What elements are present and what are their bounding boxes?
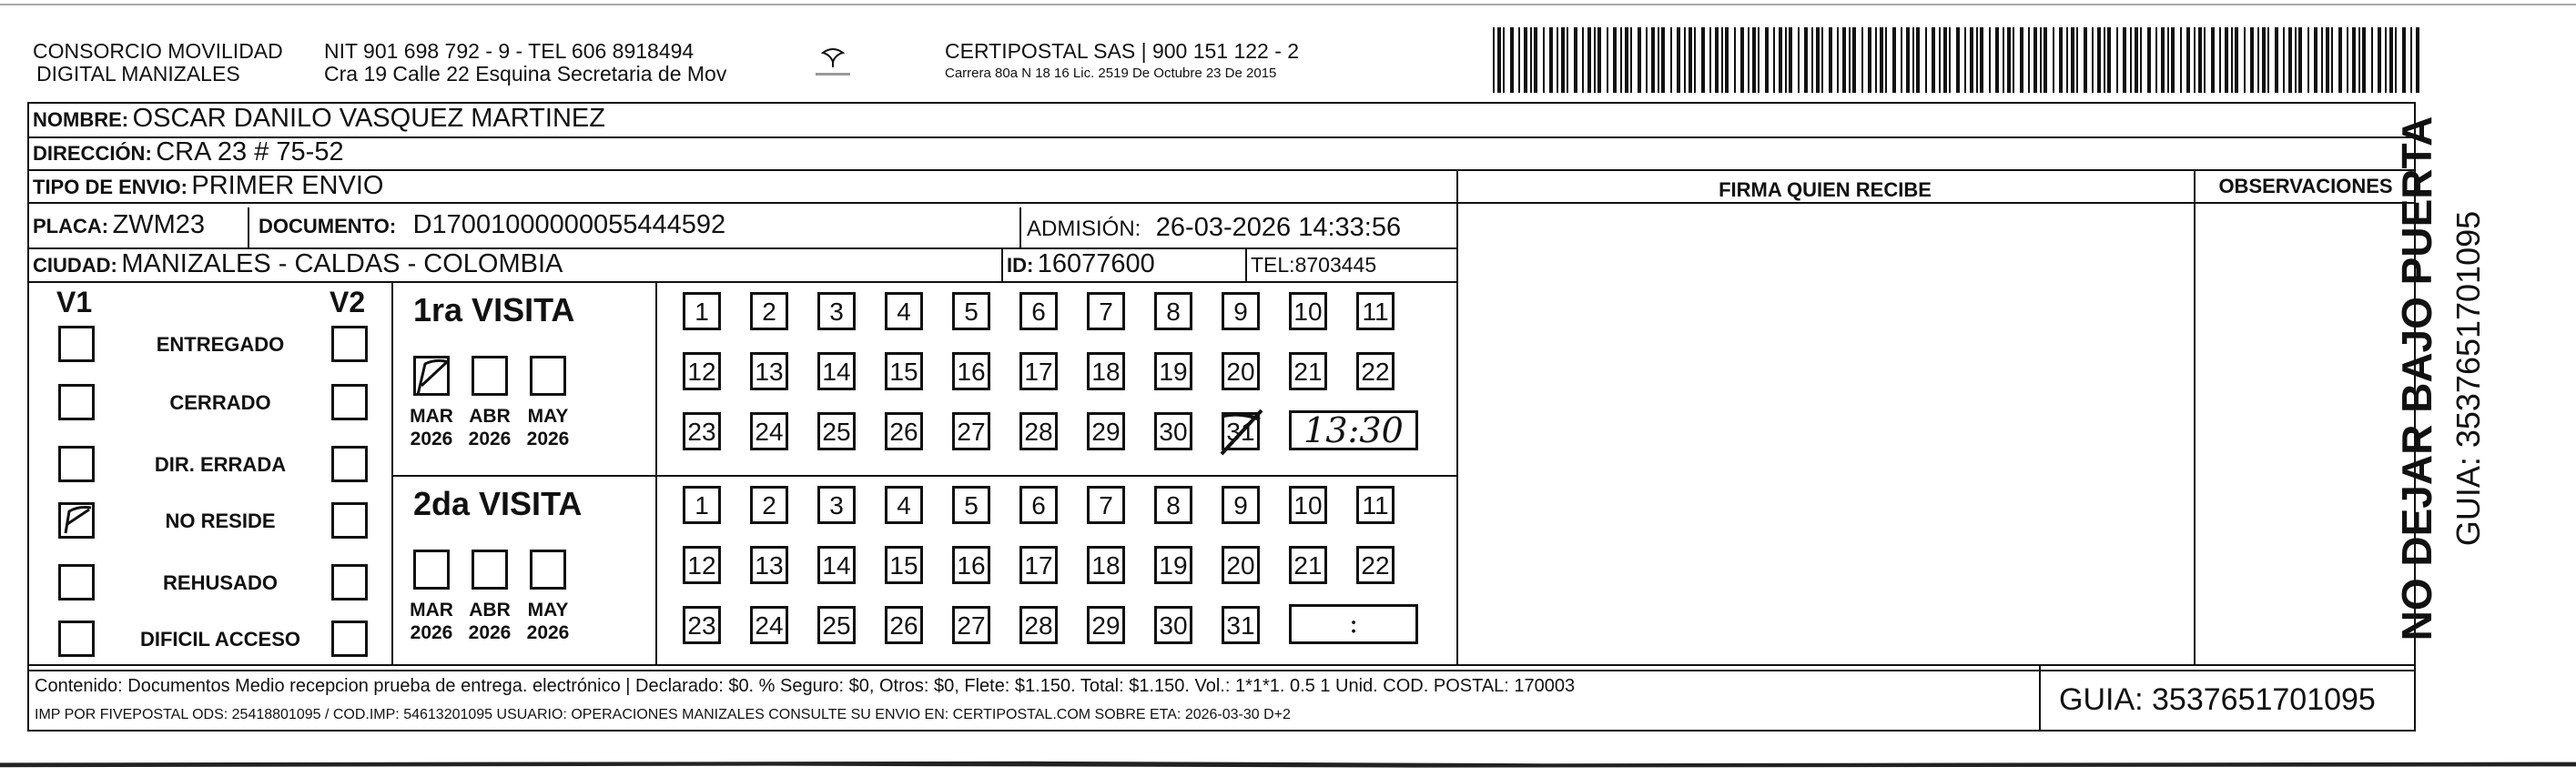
direccion-label: DIRECCIÓN:	[33, 142, 152, 165]
month-name: MAY	[527, 600, 569, 621]
day-box[interactable]: 5	[952, 292, 990, 330]
day-box[interactable]: 21	[1289, 352, 1327, 390]
id-label: ID:	[1007, 254, 1034, 277]
day-box[interactable]: 27	[952, 606, 990, 644]
month-year: 2026	[526, 429, 570, 449]
month-checkbox[interactable]	[472, 356, 508, 396]
day-box[interactable]: 2	[750, 486, 788, 524]
status-label: DIR. ERRADA	[154, 453, 287, 476]
ciudad-cell	[33, 251, 563, 278]
day-box[interactable]: 1	[683, 486, 721, 524]
month-checkbox[interactable]	[413, 356, 450, 396]
month-year: 2026	[526, 622, 570, 643]
v1-checkbox[interactable]	[58, 446, 95, 482]
direccion-row	[33, 139, 344, 166]
month-name: MAR	[410, 406, 453, 427]
v2-checkbox[interactable]	[331, 384, 368, 420]
tel-cell	[1251, 255, 1376, 276]
day-box[interactable]: 16	[952, 546, 990, 584]
admision-label: ADMISIÓN:	[1027, 217, 1141, 241]
month-name: MAY	[527, 406, 569, 427]
day-box[interactable]: 4	[885, 486, 923, 524]
status-label: ENTREGADO	[156, 333, 285, 356]
admision-value: 26-03-2026 14:33:56	[1155, 213, 1402, 242]
month-label	[461, 599, 519, 644]
nombre-label: NOMBRE:	[33, 108, 129, 131]
month-year: 2026	[468, 429, 512, 449]
day-box[interactable]: 12	[683, 546, 721, 584]
day-box[interactable]: 31	[1222, 412, 1260, 450]
day-box[interactable]: 7	[1087, 486, 1125, 524]
day-box[interactable]: 29	[1087, 412, 1125, 450]
ciudad-label: CIUDAD:	[33, 254, 117, 277]
month-year: 2026	[468, 622, 512, 643]
status-label: DIFICIL ACCESO	[139, 628, 300, 651]
month-label	[402, 405, 461, 450]
v1-checkbox[interactable]	[58, 384, 95, 420]
day-box[interactable]: 4	[885, 292, 923, 330]
day-box[interactable]: 19	[1154, 546, 1192, 584]
day-box[interactable]: 30	[1154, 412, 1192, 450]
day-box[interactable]: 1	[683, 292, 721, 330]
company-line-1: CONSORCIO MOVILIDAD	[33, 39, 283, 63]
month-label	[461, 405, 519, 450]
day-box[interactable]: 19	[1154, 352, 1192, 390]
day-box[interactable]: 3	[817, 292, 856, 330]
day-box[interactable]: 24	[750, 412, 788, 450]
month-name: ABR	[469, 600, 511, 621]
day-box[interactable]: 10	[1289, 292, 1327, 330]
v1-checkbox[interactable]	[58, 621, 95, 657]
v2-checkbox[interactable]	[331, 564, 368, 600]
day-box[interactable]: 23	[683, 606, 721, 644]
day-box[interactable]: 6	[1019, 292, 1058, 330]
day-box[interactable]: 23	[683, 412, 721, 450]
company-line-2: DIGITAL MANIZALES	[36, 62, 240, 86]
v2-label: V2	[330, 286, 366, 318]
status-label: CERRADO	[169, 391, 271, 414]
month-name: MAR	[410, 600, 453, 621]
day-box[interactable]: 28	[1019, 606, 1058, 644]
scan-edge-bottom	[0, 761, 2576, 768]
day-box[interactable]: 16	[952, 352, 990, 390]
direccion-value: CRA 23 # 75-52	[156, 137, 344, 166]
tel-label: TEL:	[1251, 253, 1295, 277]
v2-checkbox[interactable]	[331, 502, 368, 539]
time-field[interactable]: 13:30	[1289, 410, 1418, 450]
firma-header: FIRMA QUIEN RECIBE	[1719, 178, 1932, 201]
id-cell	[1007, 251, 1155, 278]
day-box[interactable]: 24	[750, 606, 788, 644]
courier-line-1: CERTIPOSTAL SAS | 900 151 122 - 2	[945, 39, 1300, 63]
placa-value: ZWM23	[112, 210, 206, 239]
footer-guia: GUIA: 3537651701095	[2059, 682, 2376, 717]
day-box[interactable]: 10	[1289, 486, 1327, 524]
day-box[interactable]: 6	[1019, 486, 1058, 524]
tipo-envio-label: TIPO DE ENVIO:	[33, 176, 188, 198]
day-box[interactable]: 3	[817, 486, 856, 524]
day-box[interactable]: 31	[1222, 606, 1260, 644]
day-box[interactable]: 20	[1222, 352, 1260, 390]
day-box[interactable]: 9	[1222, 292, 1260, 330]
placa-label: PLACA:	[33, 215, 109, 237]
day-box[interactable]: 5	[952, 486, 990, 524]
time-field[interactable]: :	[1289, 604, 1418, 644]
observaciones-header: OBSERVACIONES	[2218, 175, 2393, 197]
month-label	[402, 599, 461, 644]
month-name: ABR	[469, 406, 511, 427]
courier-line-2: Carrera 80a N 18 16 Lic. 2519 De Octubre 23 De 2015	[945, 66, 1277, 81]
day-box[interactable]: 13	[750, 546, 788, 584]
day-box[interactable]: 25	[817, 606, 856, 644]
v1-checkbox[interactable]	[58, 326, 95, 362]
footer-imp: IMP POR FIVEPOSTAL ODS: 25418801095 / COD.IMP: 54613201095 USUARIO: OPERACIONES MANIZALES CONSULTE SU ENVIO EN: CERTIPOSTAL.COM SOBRE ETA: 2026-03-30 D+2	[35, 707, 1291, 722]
v2-checkbox[interactable]	[331, 621, 368, 657]
documento-cell	[259, 212, 725, 238]
day-box[interactable]: 15	[885, 546, 923, 584]
day-box[interactable]: 22	[1356, 546, 1394, 584]
day-box[interactable]: 12	[683, 352, 721, 390]
day-box[interactable]: 29	[1087, 606, 1125, 644]
day-box[interactable]: 9	[1222, 486, 1260, 524]
day-box[interactable]: 13	[750, 352, 788, 390]
day-box[interactable]: 14	[817, 352, 856, 390]
id-value: 16077600	[1037, 249, 1155, 278]
day-box[interactable]: 17	[1019, 352, 1058, 390]
day-box[interactable]: 15	[885, 352, 923, 390]
month-checkbox[interactable]	[472, 550, 508, 590]
v2-checkbox[interactable]	[331, 446, 368, 482]
documento-value: D17001000000055444592	[412, 210, 726, 239]
courier-logo-icon	[810, 44, 856, 80]
month-label	[519, 599, 577, 644]
tel-value: 8703445	[1294, 253, 1377, 277]
side-guia: GUIA: 3537651701095	[2449, 210, 2487, 547]
day-box[interactable]: 8	[1154, 292, 1192, 330]
day-box[interactable]: 18	[1087, 546, 1125, 584]
day-box[interactable]: 8	[1154, 486, 1192, 524]
day-box[interactable]: 26	[885, 606, 923, 644]
day-box[interactable]: 30	[1154, 606, 1192, 644]
company-nit	[324, 40, 726, 86]
day-box[interactable]: 7	[1087, 292, 1125, 330]
placa-cell	[33, 212, 205, 238]
v1-checkbox[interactable]	[58, 564, 95, 600]
company-name	[33, 40, 283, 86]
v2-checkbox[interactable]	[331, 326, 368, 362]
month-year: 2026	[410, 622, 453, 643]
day-box[interactable]: 27	[952, 412, 990, 450]
day-box[interactable]: 11	[1356, 292, 1394, 330]
month-label	[519, 405, 577, 450]
day-box[interactable]: 22	[1356, 352, 1394, 390]
ciudad-value: MANIZALES - CALDAS - COLOMBIA	[121, 249, 563, 278]
day-box[interactable]: 17	[1019, 546, 1058, 584]
courier-info	[945, 40, 1299, 81]
day-box[interactable]: 14	[817, 546, 856, 584]
side-warning: NO DEJAR BAJO PUERTA	[2393, 116, 2440, 641]
nit-line-1: NIT 901 698 792 - 9 - TEL 606 8918494	[324, 39, 695, 63]
check-mark-icon	[58, 502, 95, 539]
day-box[interactable]: 28	[1019, 412, 1058, 450]
nombre-row	[33, 106, 605, 132]
status-label: NO RESIDE	[165, 510, 276, 532]
month-checkbox[interactable]	[413, 550, 450, 590]
visit-title: 2da VISITA	[413, 485, 583, 522]
day-box[interactable]: 11	[1356, 486, 1394, 524]
cross-mark-icon	[1216, 407, 1267, 458]
day-box[interactable]: 18	[1087, 352, 1125, 390]
barcode	[1493, 27, 2421, 93]
month-year: 2026	[410, 429, 453, 449]
footer-contenido: Contenido: Documentos Medio recepcion prueba de entrega. electrónico | Declarado: $0. % Seguro: $0, Otros: $0, Flete: $1.150. Total: $1.150. Vol.: 1*1*1. 0.5 1 Unid. COD. POSTAL: 170003	[35, 676, 1576, 696]
month-checkbox[interactable]	[530, 356, 566, 396]
status-label: REHUSADO	[163, 571, 278, 594]
nombre-value: OSCAR DANILO VASQUEZ MARTINEZ	[132, 104, 605, 133]
day-box[interactable]: 20	[1222, 546, 1260, 584]
tipo-envio-value: PRIMER ENVIO	[191, 171, 384, 200]
check-mark-icon	[412, 355, 452, 399]
v1-label: V1	[56, 286, 93, 318]
month-checkbox[interactable]	[530, 550, 566, 590]
day-box[interactable]: 2	[750, 292, 788, 330]
day-box[interactable]: 26	[885, 412, 923, 450]
v1-checkbox[interactable]	[58, 502, 95, 539]
tipo-envio-row	[33, 173, 383, 199]
day-box[interactable]: 25	[817, 412, 856, 450]
admision-cell	[1027, 215, 1401, 241]
visit-title: 1ra VISITA	[413, 291, 575, 328]
documento-label: DOCUMENTO:	[259, 215, 397, 237]
nit-line-2: Cra 19 Calle 22 Esquina Secretaria de Mov	[324, 62, 727, 86]
day-box[interactable]: 21	[1289, 546, 1327, 584]
scan-edge-top	[0, 0, 2576, 9]
